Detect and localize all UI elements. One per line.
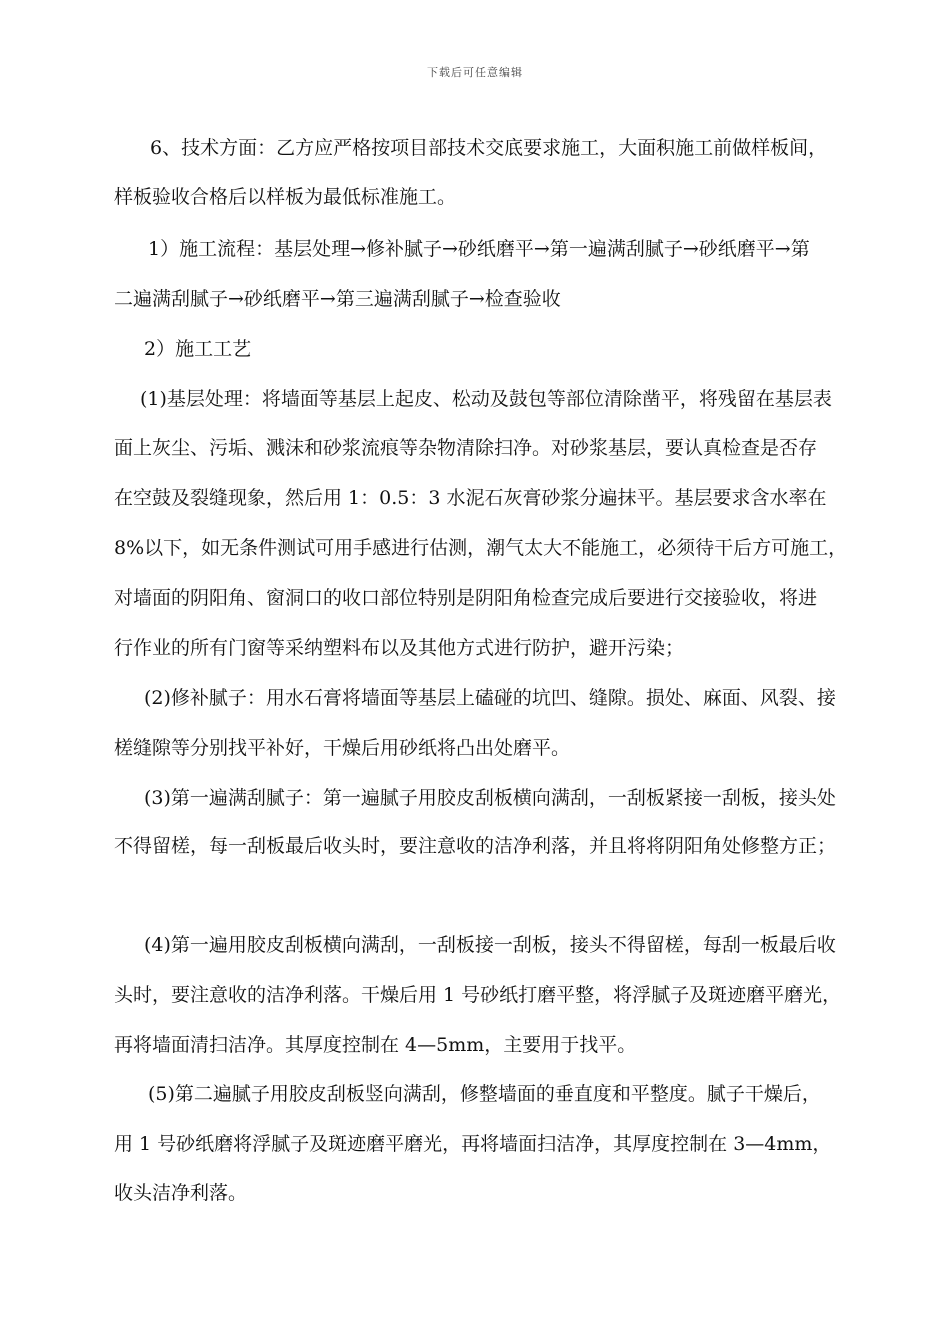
text-line: 在空鼓及裂缝现象，然后用 1：0.5：3 水泥石灰膏砂浆分遍抹平。基层要求含水率在 bbox=[114, 487, 827, 509]
text-line: 再将墙面清扫洁净。其厚度控制在 4—5mm，主要用于找平。 bbox=[114, 1034, 637, 1056]
text-line: 槎缝隙等分别找平补好，干燥后用砂纸将凸出处磨平。 bbox=[114, 737, 571, 759]
text-line: (4)第一遍用胶皮刮板横向满刮，一刮板接一刮板，接头不得留槎，每刮一板最后收 bbox=[144, 934, 836, 956]
text-line: 不得留槎，每一刮板最后收头时，要注意收的洁净利落，并且将将阴阳角处修整方正； bbox=[114, 835, 837, 857]
text-line: 样板验收合格后以样板为最低标准施工。 bbox=[114, 186, 457, 208]
text-line: 8%以下，如无条件测试可用手感进行估测，潮气太大不能施工，必须待干后方可施工， bbox=[114, 537, 848, 559]
text-line: 二遍满刮腻子→砂纸磨平→第三遍满刮腻子→检查验收 bbox=[114, 288, 561, 310]
text-line: 2）施工工艺 bbox=[144, 338, 252, 360]
text-line: (5)第二遍腻子用胶皮刮板竖向满刮，修整墙面的垂直度和平整度。腻子干燥后， bbox=[148, 1083, 821, 1105]
page-header: 下载后可任意编辑 bbox=[427, 66, 523, 79]
text-line: 收头洁净利落。 bbox=[114, 1182, 248, 1204]
text-line: 头时，要注意收的洁净利落。干燥后用 1 号砂纸打磨平整，将浮腻子及斑迹磨平磨光， bbox=[114, 984, 842, 1006]
text-line: 面上灰尘、污垢、溅沫和砂浆流痕等杂物清除扫净。对砂浆基层，要认真检查是否存 bbox=[114, 437, 818, 459]
text-line: 6、技术方面：乙方应严格按项目部技术交底要求施工，大面积施工前做样板间， bbox=[150, 137, 828, 159]
text-line: 对墙面的阴阳角、窗洞口的收口部位特别是阴阳角检查完成后要进行交接验收，将进 bbox=[114, 587, 818, 609]
text-line: (1)基层处理：将墙面等基层上起皮、松动及鼓包等部位清除凿平，将残留在基层表 bbox=[140, 388, 832, 410]
text-line: (2)修补腻子：用水石膏将墙面等基层上磕碰的坑凹、缝隙。损处、麻面、风裂、接 bbox=[144, 687, 836, 709]
text-line: 1）施工流程：基层处理→修补腻子→砂纸磨平→第一遍满刮腻子→砂纸磨平→第 bbox=[148, 238, 810, 260]
text-line: 行作业的所有门窗等采纳塑料布以及其他方式进行防护，避开污染； bbox=[114, 637, 685, 659]
text-line: 用 1 号砂纸磨将浮腻子及斑迹磨平磨光，再将墙面扫洁净，其厚度控制在 3—4mm， bbox=[114, 1133, 832, 1155]
text-line: (3)第一遍满刮腻子：第一遍腻子用胶皮刮板横向满刮，一刮板紧接一刮板，接头处 bbox=[144, 787, 836, 809]
